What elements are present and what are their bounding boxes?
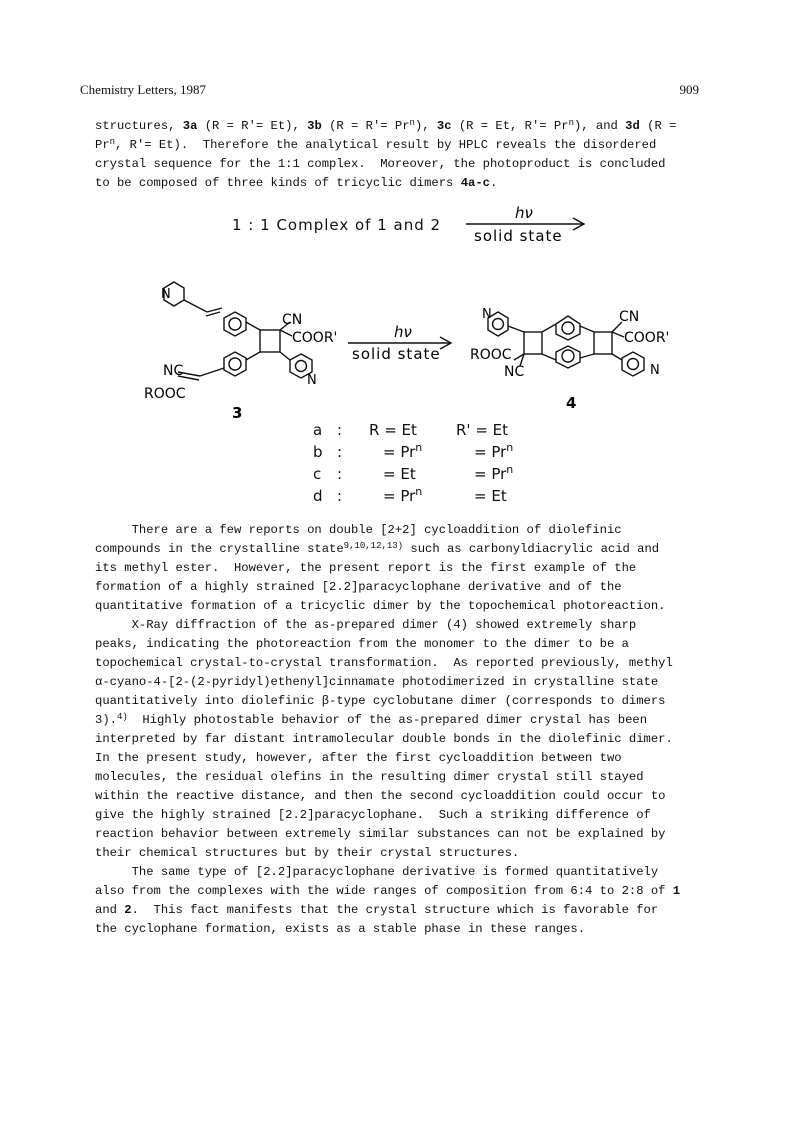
compound-3-rooc: ROOC — [144, 386, 186, 402]
compound-3-pyridine-n-2: N — [307, 373, 317, 388]
compound-3-nc: NC — [163, 363, 184, 379]
compound-4-cn: CN — [619, 309, 640, 325]
running-header-journal: Chemistry Letters, 1987 — [80, 82, 207, 97]
compound-4-rooc: ROOC — [470, 347, 512, 363]
compound-3-pyridine-n: N — [161, 287, 171, 302]
compound-4-nc: NC — [504, 364, 525, 380]
compound-3-cn: CN — [282, 312, 303, 328]
scheme-title: 1 : 1 Complex of 1 and 2 — [232, 216, 442, 234]
compound-4-pyridine-n-2: N — [650, 363, 660, 378]
compound-4-coor: COOR' — [624, 330, 670, 346]
compound-4-number: 4 — [566, 394, 577, 412]
compound-3-structure — [164, 282, 312, 380]
paragraph-4: The same type of [2.2]paracyclophane derivative is formed quantitatively also from the complexes with the wide ranges of composition from 6:4 to 2:8 of 1 and 2. This fact manifests that the crystal structure which is favorable for the cyclophane formation, exists as a stable phase in these ranges. — [95, 865, 681, 936]
paragraph-3: X-Ray diffraction of the as-prepared dimer (4) showed extremely sharp peaks, indicating the photoreaction from the monomer to the dimer to be a topochemical crystal-to-crystal transformation. As reported previously, methyl α-cyano-4-[2-(2-pyridyl)ethenyl]cinnamate photodimerized in crystalline state quantitatively into diolefinic β-type cyclobutane dimer (corresponds to dimers 3).$^{4)}$ Highly photostable behavior of the as-prepared dimer crystal has been interpreted by far distant intramolecular double bonds in the diolefinic dimer. In the present study, however, after the first cycloaddition between two molecules, the residual olefins in the resulting dimer crystal still stayed within the reactive distance, and then the second cycloaddition could occur to give the highly strained [2.2]paracyclophane. Such a striking difference of reaction behavior between extremely similar substances can not be explained by their chemical structures but by their crystal structures. — [95, 618, 673, 860]
paragraph-2: There are a few reports on double [2+2] cycloaddition of diolefinic compounds in the crystalline state$^{9,10,12,13)}$ such as carbonyldiacrylic acid and its methyl ester. However, the present report is the first example of the formation of a highly strained [2.2]paracyclophane derivative and of the quantitative formation of a tricyclic dimer by the topochemical photoreaction. — [95, 523, 666, 613]
compound-4-pyridine-n: N — [482, 307, 492, 322]
top-solid-state-label: solid state — [474, 227, 563, 245]
top-hv-label: hν — [515, 204, 533, 222]
middle-hv-label: hν — [394, 323, 412, 341]
page-number: 909 — [679, 82, 699, 97]
middle-solid-state-label: solid state — [352, 345, 441, 363]
paragraph-1: structures, 3a (R = R'= Et), 3b $(R = R'= Pr^n)$, 3c (R = Et, $R'= Pr^n$), and 3d (R = $Pr^n$, R'= Et). Therefore the analytical result by HPLC reveals the disordered crystal sequence for the 1:1 complex. Moreover, the photoproduct is concluded to be composed of three kinds of tricyclic dimers 4a-c. — [95, 118, 677, 190]
compound-3-number: 3 — [232, 404, 243, 422]
compound-3-coor: COOR' — [292, 330, 338, 346]
